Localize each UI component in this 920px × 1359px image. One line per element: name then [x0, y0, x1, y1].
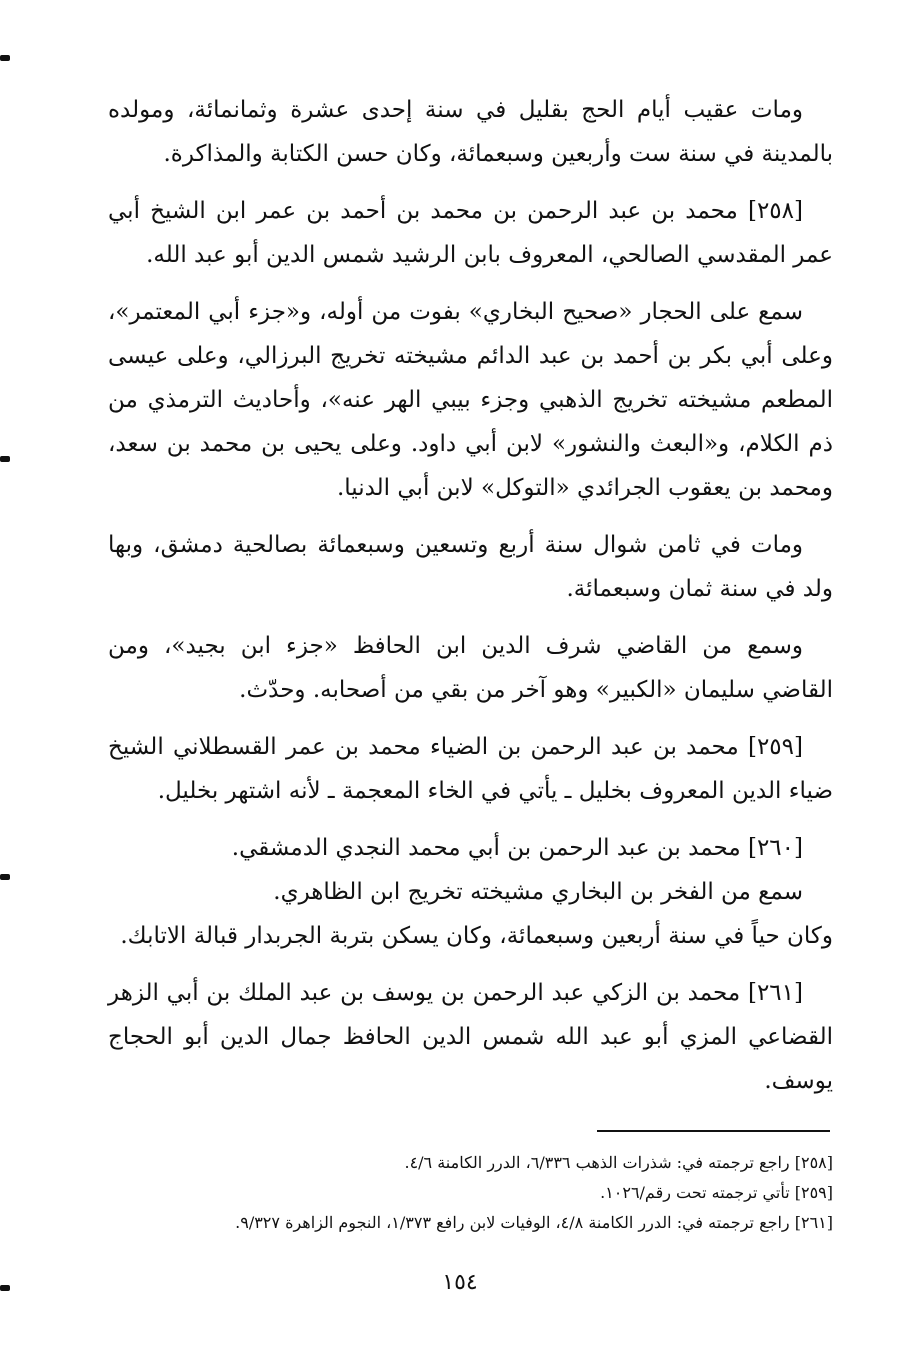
entry-258-more-hearing: وسمع من القاضي شرف الدين ابن الحافظ «جزء ابن بجيد»، ومن القاضي سليمان «الكبير» وهو آخر من بقي من أصحابه. وحدّث.	[108, 633, 833, 703]
entry-260-note: وكان حياً في سنة أربعين وسبعمائة، وكان يسكن بتربة الجربدار قبالة الاتابك.	[120, 923, 833, 949]
page-number: ١٥٤	[442, 1270, 478, 1295]
footnote-261: [٢٦١] راجع ترجمته في: الدرر الكامنة ٤/٨، الوفيات لابن رافع ١/٣٧٣، النجوم الزاهرة ٩/٣٢٧.	[235, 1213, 833, 1232]
footnotes	[150, 1148, 833, 1238]
entry-258: [٢٥٨] محمد بن عبد الرحمن بن محمد بن أحمد بن عمر ابن الشيخ أبي عمر المقدسي الصالحي، المعروف بابن الرشيد شمس الدين أبو عبد الله.	[108, 198, 833, 268]
footnote-divider	[597, 1130, 830, 1132]
entry-259: [٢٥٩] محمد بن عبد الرحمن بن الضياء محمد بن عمر القسطلاني الشيخ ضياء الدين المعروف بخليل ـ يأتي في الخاء المعجمة ـ لأنه اشتهر بخليل.	[108, 734, 833, 804]
footnote-259: [٢٥٩] تأتي ترجمته تحت رقم/١٠٢٦.	[600, 1183, 833, 1202]
main-text	[108, 88, 833, 1116]
entry-260: [٢٦٠] محمد بن عبد الرحمن بن أبي محمد النجدي الدمشقي.	[231, 835, 803, 861]
scan-mark	[0, 55, 10, 61]
entry-260-hearing: سمع من الفخر بن البخاري مشيخته تخريج ابن الظاهري.	[273, 879, 803, 905]
entry-261: [٢٦١] محمد بن الزكي عبد الرحمن بن يوسف بن عبد الملك بن أبي الزهر القضاعي المزي أبو عبد الله شمس الدين الحافظ جمال الدين أبو الحجاج يوسف.	[108, 980, 833, 1094]
scan-mark	[0, 874, 10, 880]
paragraph-death-note: ومات عقيب أيام الحج بقليل في سنة إحدى عشرة وثمانمائة، ومولده بالمدينة في سنة ست وأربعين وسبعمائة، وكان حسن الكتابة والمذاكرة.	[108, 97, 833, 167]
entry-258-death: ومات في ثامن شوال سنة أربع وتسعين وسبعمائة بصالحية دمشق، وبها ولد في سنة ثمان وسبعمائة.	[108, 532, 833, 602]
scan-mark	[0, 1285, 10, 1291]
footnote-258: [٢٥٨] راجع ترجمته في: شذرات الذهب ٦/٣٣٦، الدرر الكامنة ٤/٦.	[404, 1153, 833, 1172]
entry-258-hearing: سمع على الحجار «صحيح البخاري» بفوت من أوله، و«جزء أبي المعتمر»، وعلى أبي بكر بن أحمد بن عبد الدائم مشيخته تخريج البرزالي، وعلى عيسى المطعم مشيخته تخريج الذهبي وجزء بيبي الهر عنه»، وأحاديث الترمذي من ذم الكلام، و«البعث والنشور» لابن أبي داود. وعلى يحيى بن محمد بن سعد، ومحمد بن يعقوب الجرائدي «التوكل» لابن أبي الدنيا.	[108, 299, 833, 501]
scan-mark	[0, 456, 10, 462]
